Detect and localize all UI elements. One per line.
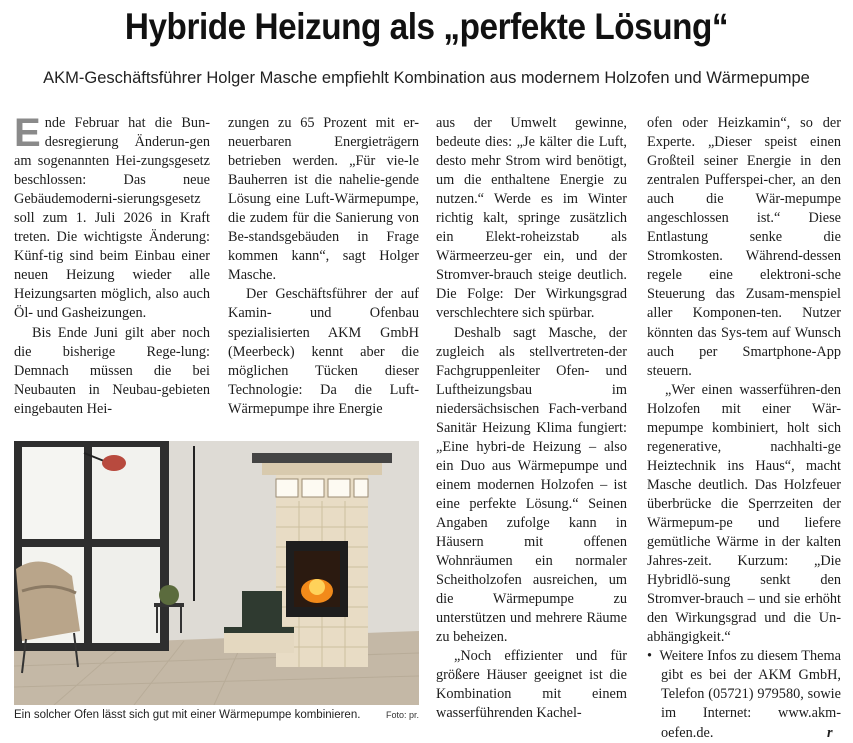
photo-caption bbox=[14, 709, 419, 721]
drop-cap: E bbox=[14, 111, 41, 155]
paragraph: Bis Ende Juni gilt aber noch die bisherige Rege-lung: Demnach müssen die bei Neubauten in Neubau-gebieten eingebauten Hei- bbox=[14, 324, 210, 417]
article-column-2 bbox=[228, 114, 419, 419]
paragraph: „Noch effizienter und für größere Häuser geeignet ist die Kombination mit einem wasserführenden Kachel- bbox=[436, 648, 627, 722]
paragraph: nde Februar hat die Bun-desregierung Änderun-gen am sogenannten Hei-zungsgesetz beschlossen: Das neue Gebäudemoderni-sierungsgesetz soll zum 1. Juli 2026 in Kraft treten. Die wichtigste Änderung: Künf-tig sind beim Einbau einer neuen Heizung wieder alle Heizungsarten möglich, also auch Öl- und Gasheizungen. bbox=[14, 115, 210, 322]
paragraph: aus der Umwelt gewinne, bedeute dies: „Je kälter die Luft, desto mehr Strom wird benötigt, um die enthaltene Energie zu nutzen.“ Werde es im Winter richtig kalt, springe zusätzlich ein Elekt-roheizstab als Wärmeerzeu-ger ein, und der Stromver-brauch steige deutlich. Die Folge: Der Wirkungsgrad verschlechtere sich spürbar. bbox=[436, 115, 627, 322]
caption-text: Ein solcher Ofen lässt sich gut mit einer Wärmepumpe kombinieren. bbox=[14, 709, 361, 721]
stove-photo bbox=[14, 441, 419, 705]
subline: AKM-Geschäftsführer Holger Masche empfiehlt Kombination aus modernem Holzofen und Wärmepumpe bbox=[43, 69, 810, 87]
bullet-icon: • bbox=[647, 648, 653, 665]
paragraph: Deshalb sagt Masche, der zugleich als stellvertreten-der Fachgruppenleiter Ofen- und Luftheizungsbau im niedersächsischen Fach-verband Sanitär Heizung Klima fungiert: „Eine hybri-de Heizung – also ein Duo aus Wärmepumpe und einem modernen Holzofen – ist eine perfekte Lösung.“ Seinen Angaben zufolge kann in Häusern mit offenen Wohnräumen ein normaler Scheitholzofen ausreichen, um die Wärmepumpe zu unterstützen und mehrere Räume zu beheizen. bbox=[436, 324, 627, 646]
info-text: Weitere Infos zu diesem Thema gibt es bei der AKM GmbH, Telefon (05721) 979580, sowie im Internet: www.akm-oefen.de. bbox=[659, 648, 841, 741]
paragraph: zungen zu 65 Prozent mit er-neuerbaren Energieträgern betrieben werden. „Für vie-le Bauherren ist die nahelie-gende Lösung eine Luft-Wärmepumpe, die zudem für die Sanierung von Be-standsgebäuden in Frage kommen kann“, sagt Holger Masche. bbox=[228, 115, 419, 284]
article-column-1 bbox=[14, 111, 210, 419]
paragraph: „Wer einen wasserführen-den Holzofen mit einer Wär-mepumpe kombiniert, holt sich regenerative, nachhalti-ge Heiztechnik ins Haus“, macht Masche deutlich. Das Holzfeuer überbrücke die Sperrzeiten der Wärmepum-pe und liefere gemütliche Wärme in der kalten Jahres-zeit. Kurzum: „Die Hybridlö-sung senkt den Stromver-brauch – und sie erhöht den Wirkungsgrad und die Un-abhängigkeit.“ bbox=[647, 381, 841, 646]
paragraph: ofen oder Heizkamin“, so der Experte. „Dieser speist einen Großteil seiner Energie in den zentralen Pufferspei-cher, an den auch die Wär-mepumpe angeschlossen ist.“ Diese Entlastung senke die Stromkosten. Während-dessen regele eine elektroni-sche Steuerung das Zusam-menspiel aller Komponen-ten. Nutzer könnten das Sys-tem auf Wunsch auch per Smartphone-App steuern. bbox=[647, 115, 841, 379]
photo-credit: Foto: pr. bbox=[385, 710, 419, 720]
article-column-4 bbox=[647, 114, 841, 743]
headline: Hybride Heizung als „perfekte Lösung“ bbox=[124, 6, 729, 47]
article-column-3 bbox=[436, 114, 627, 724]
info-note: • Weitere Infos zu diesem Thema gibt es bei der AKM GmbH, Telefon (05721) 979580, sowie im Internet: www.akm-oefen.de. r bbox=[647, 648, 841, 741]
paragraph: Der Geschäftsführer der auf Kamin- und Ofenbau spezialisierten AKM GmbH (Meerbeck) kennt aber die möglichen Tücken dieser Technologie: Da die Luft-Wärmepumpe ihre Energie bbox=[228, 286, 419, 417]
